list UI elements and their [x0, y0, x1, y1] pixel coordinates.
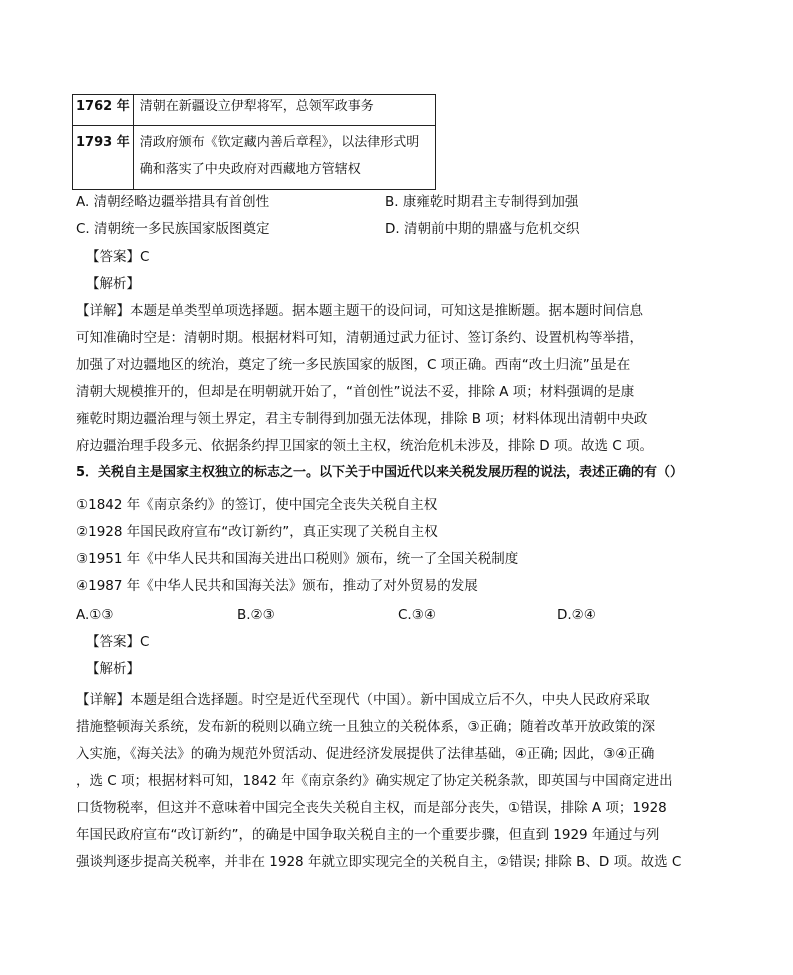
- q5-detail-line: 入实施，《海关法》的确为规范外贸活动、促进经济发展提供了法律基础，④正确; 因此，③④正确: [76, 746, 655, 762]
- q4-detail-line: 清朝大规模推开的，但却是在明朝就开始了，“首创性”说法不妥，排除 A 项；材料强调的是康: [76, 384, 635, 400]
- q5-detail-line: 口货物税率，但这并不意味着中国完全丧失关税自主权，而是部分丧失，①错误，排除 A 项；1928: [76, 800, 667, 816]
- event-cell: 清政府颁布《钦定藏内善后章程》，以法律形式明确和落实了中央政府对西藏地方管辖权: [133, 126, 435, 190]
- q5-detail-line: 年国民政府宣布“改订新约”，的确是中国争取关税自主的一个重要步骤，但直到 1929 年通过与列: [76, 827, 660, 843]
- q4-detail-line: 可知准确时空是：清朝时期。根据材料可知，清朝通过武力征讨、签订条约、设置机构等举措，: [76, 330, 643, 346]
- q4-detail-line: 雍乾时期边疆治理与领土界定，君主专制得到加强无法体现，排除 B 项；材料体现出清朝中央政: [76, 411, 648, 427]
- year-cell: 1793 年: [73, 126, 134, 190]
- q4-detail-line: 府边疆治理手段多元、依据条约捍卫国家的领土主权，统治危机未涉及，排除 D 项。故选 C 项。: [76, 438, 653, 454]
- year-cell: 1762 年: [73, 95, 134, 126]
- q4-answer: 【答案】C: [86, 249, 150, 265]
- q5-stem: 5．关税自主是国家主权独立的标志之一。以下关于中国近代以来关税发展历程的说法，表述正确的有（）: [76, 465, 684, 480]
- q4-analysis-label: 【解析】: [86, 276, 140, 292]
- q5-option-a: A.①③: [76, 607, 114, 623]
- q4-option-a: A. 清朝经略边疆举措具有首创性: [76, 194, 270, 210]
- event-cell: 清朝在新疆设立伊犁将军，总领军政事务: [133, 95, 435, 126]
- q4-detail-line: 加强了对边疆地区的统治，奠定了统一多民族国家的版图，C 项正确。西南“改土归流”虽是在: [76, 357, 631, 373]
- q4-option-c: C. 清朝统一多民族国家版图奠定: [76, 221, 270, 237]
- q5-option-d: D.②④: [557, 607, 596, 623]
- q4-option-b: B. 康雍乾时期君主专制得到加强: [385, 194, 579, 210]
- q5-statement: ①1842 年《南京条约》的签订，使中国完全丧失关税自主权: [76, 497, 438, 513]
- q5-detail-line: ，选 C 项；根据材料可知，1842 年《南京条约》确实规定了协定关税条款，即英国与中国商定进出: [76, 773, 673, 789]
- q4-option-d: D. 清朝前中期的鼎盛与危机交织: [385, 221, 580, 237]
- q5-detail-line: 强谈判逐步提高关税率，并非在 1928 年就立即实现完全的关税自主，②错误; 排除 B、D 项。故选 C: [76, 854, 682, 870]
- q5-statement: ②1928 年国民政府宣布“改订新约”，真正实现了关税自主权: [76, 524, 438, 540]
- table-row: [73, 95, 436, 126]
- q5-option-c: C.③④: [398, 607, 436, 623]
- events-table: [72, 94, 436, 190]
- q5-statement: ④1987 年《中华人民共和国海关法》颁布，推动了对外贸易的发展: [76, 578, 478, 594]
- q5-analysis-label: 【解析】: [86, 661, 140, 677]
- q5-detail-line: 【详解】本题是组合选择题。时空是近代至现代（中国）。新中国成立后不久，中央人民政府采取: [76, 692, 650, 708]
- q5-statement: ③1951 年《中华人民共和国海关进出口税则》颁布，统一了全国关税制度: [76, 551, 519, 567]
- q5-answer: 【答案】C: [86, 634, 150, 650]
- q4-detail-line: 【详解】本题是单类型单项选择题。据本题主题干的设问词，可知这是推断题。据本题时间信息: [76, 303, 643, 319]
- q5-option-b: B.②③: [237, 607, 275, 623]
- table-row: [73, 126, 436, 190]
- q5-detail-line: 措施整顿海关系统，发布新的税则以确立统一且独立的关税体系，③正确；随着改革开放政策的深: [76, 719, 656, 735]
